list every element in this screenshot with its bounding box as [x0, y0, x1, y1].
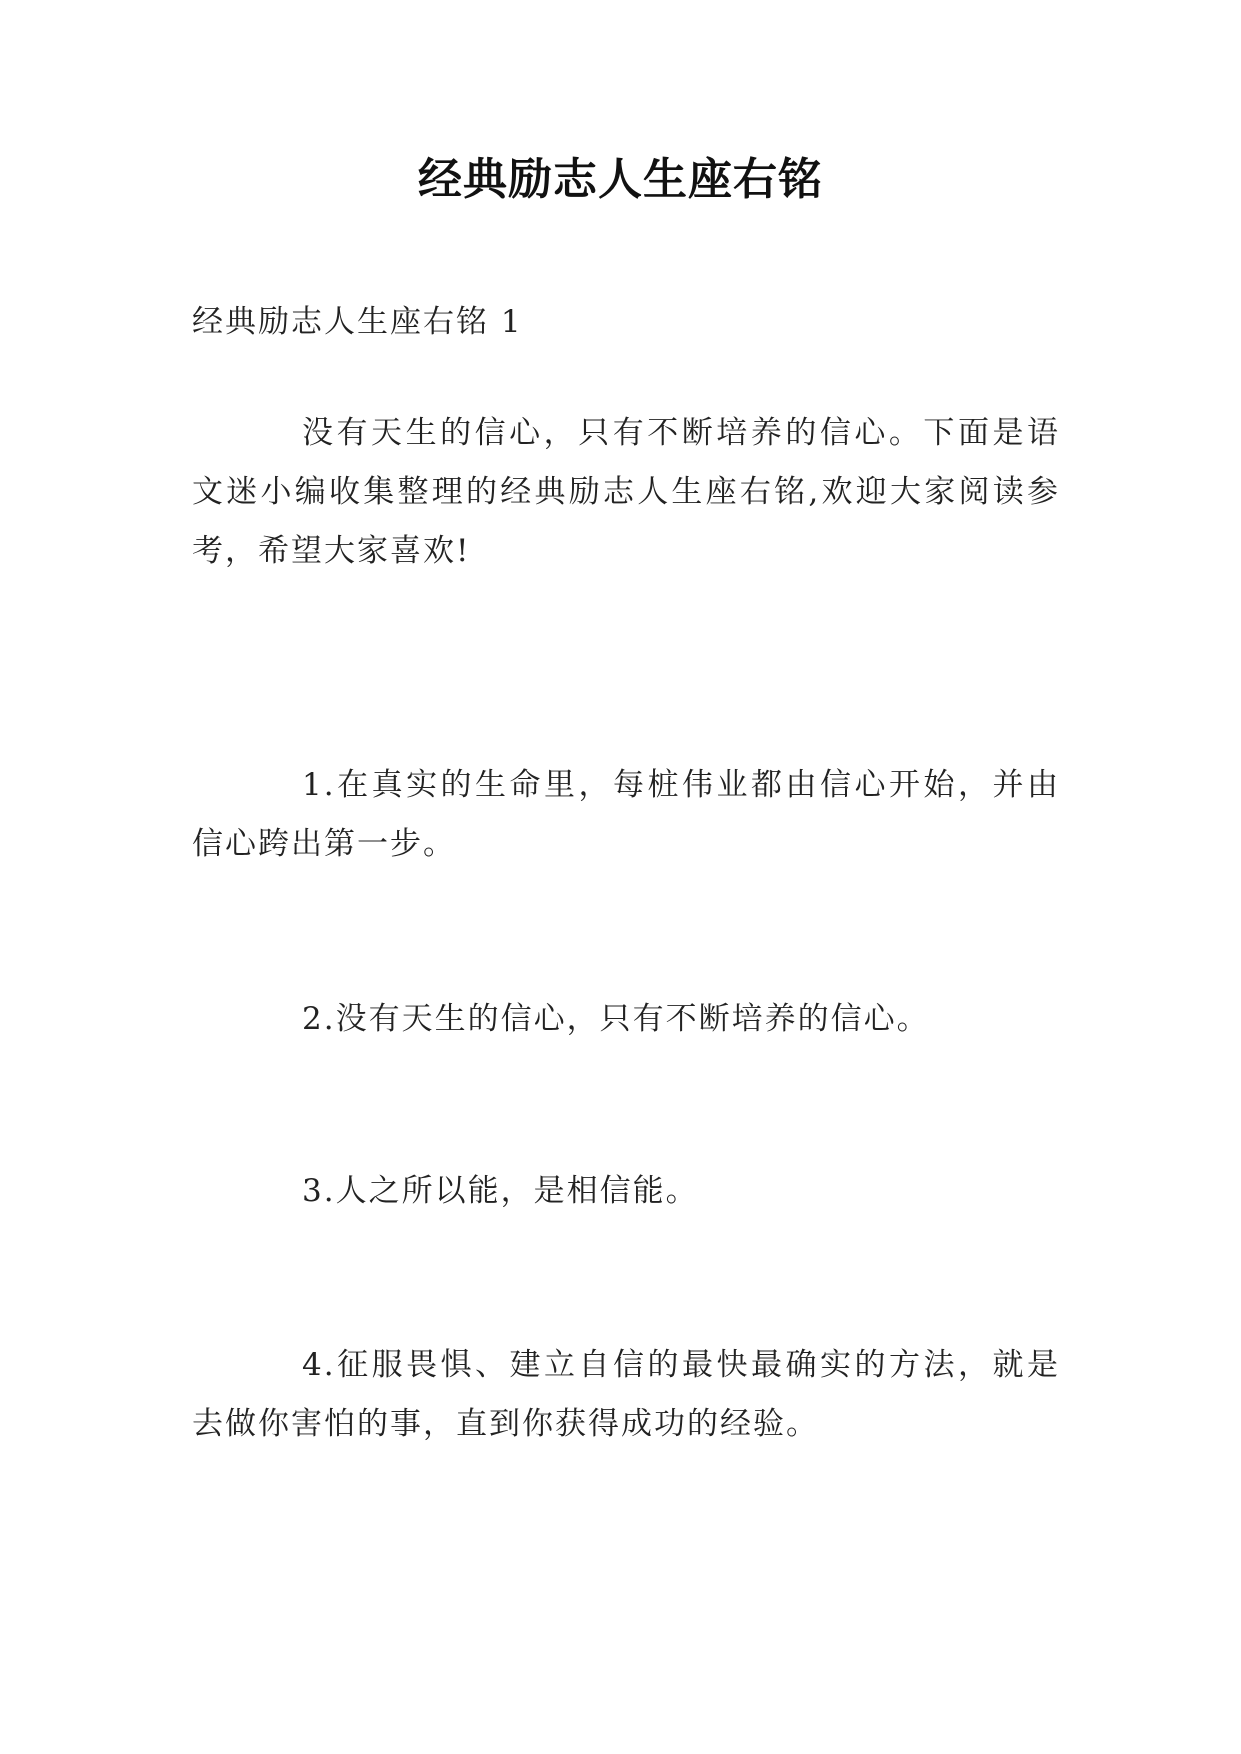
motto-item: 4.征服畏惧、建立自信的最快最确实的方法，就是去做你害怕的事，直到你获得成功的经验。 [192, 1347, 1060, 1442]
motto-item: 2.没有天生的信心，只有不断培养的信心。 [302, 1001, 930, 1037]
section-heading: 经典励志人生座右铭 1 [192, 304, 523, 340]
intro-paragraph: 没有天生的信心，只有不断培养的信心。下面是语文迷小编收集整理的经典励志人生座右铭,欢迎大家阅读参考，希望大家喜欢! [192, 415, 1060, 569]
document-title: 经典励志人生座右铭 [418, 154, 823, 205]
motto-item: 3.人之所以能，是相信能。 [302, 1173, 699, 1209]
motto-item: 1.在真实的生命里，每桩伟业都由信心开始，并由信心跨出第一步。 [192, 767, 1060, 862]
